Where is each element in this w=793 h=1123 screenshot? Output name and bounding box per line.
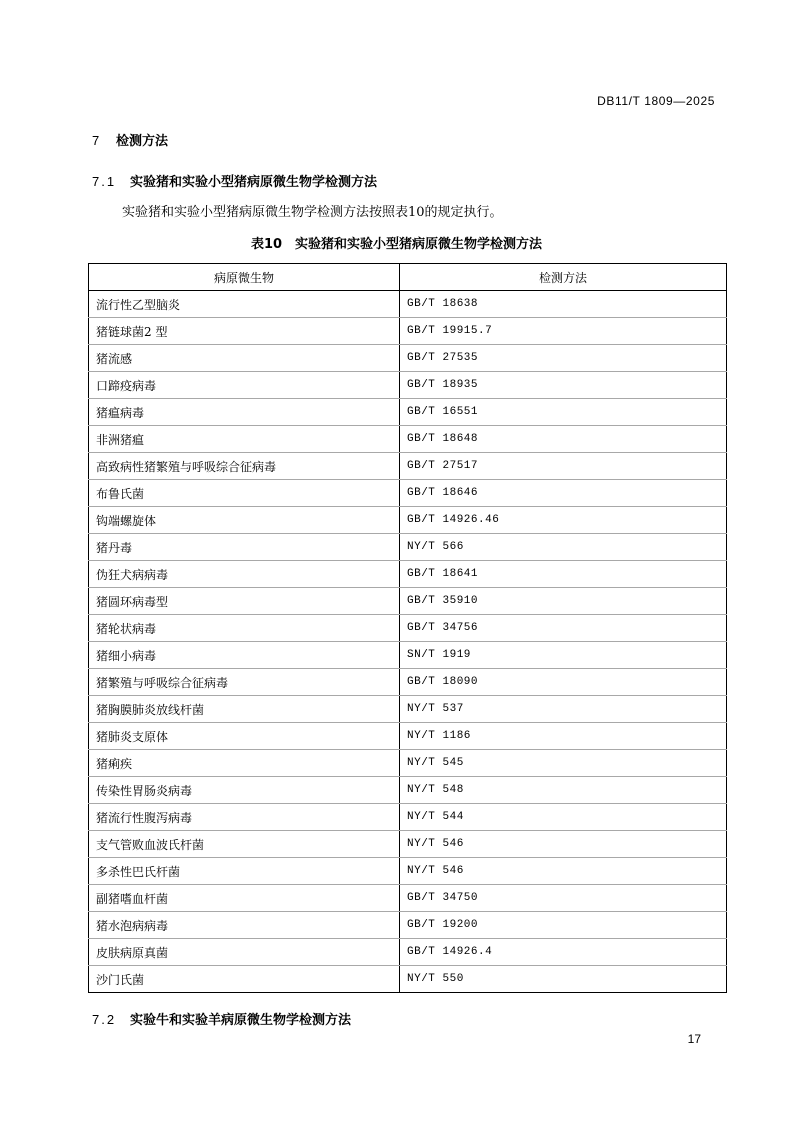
pathogen-cell: 支气管败血波氏杆菌 bbox=[89, 831, 400, 858]
pathogen-cell: 钩端螺旋体 bbox=[89, 507, 400, 534]
method-cell: NY/T 544 bbox=[400, 804, 727, 831]
pathogen-cell: 猪流行性腹泻病毒 bbox=[89, 804, 400, 831]
method-cell: GB/T 18090 bbox=[400, 669, 727, 696]
section-title: 实验猪和实验小型猪病原微生物学检测方法 bbox=[130, 175, 378, 190]
table-row bbox=[89, 831, 727, 858]
table-row bbox=[89, 426, 727, 453]
section-title: 检测方法 bbox=[116, 134, 169, 149]
pathogen-cell: 猪胸膜肺炎放线杆菌 bbox=[89, 696, 400, 723]
section-number: 7.2 bbox=[92, 1012, 117, 1027]
method-cell: GB/T 18638 bbox=[400, 291, 727, 318]
method-cell: NY/T 550 bbox=[400, 966, 727, 993]
section-number: 7.1 bbox=[92, 174, 117, 189]
section-7-2-heading bbox=[92, 1009, 351, 1028]
table-row bbox=[89, 480, 727, 507]
section-title: 实验牛和实验羊病原微生物学检测方法 bbox=[130, 1013, 352, 1028]
table-row bbox=[89, 372, 727, 399]
method-cell: GB/T 27535 bbox=[400, 345, 727, 372]
pathogen-cell: 猪细小病毒 bbox=[89, 642, 400, 669]
table-row bbox=[89, 345, 727, 372]
pathogen-cell: 沙门氏菌 bbox=[89, 966, 400, 993]
method-cell: GB/T 19200 bbox=[400, 912, 727, 939]
table-row bbox=[89, 939, 727, 966]
method-cell: GB/T 34756 bbox=[400, 615, 727, 642]
section-number: 7 bbox=[92, 133, 100, 148]
pathogen-cell: 猪肺炎支原体 bbox=[89, 723, 400, 750]
pathogen-cell: 高致病性猪繁殖与呼吸综合征病毒 bbox=[89, 453, 400, 480]
pathogen-cell: 猪丹毒 bbox=[89, 534, 400, 561]
pathogen-method-table bbox=[88, 263, 727, 993]
pathogen-cell: 口蹄疫病毒 bbox=[89, 372, 400, 399]
pathogen-cell: 猪瘟病毒 bbox=[89, 399, 400, 426]
pathogen-cell: 流行性乙型脑炎 bbox=[89, 291, 400, 318]
header-method: 检测方法 bbox=[400, 264, 727, 291]
table-row bbox=[89, 507, 727, 534]
method-cell: GB/T 19915.7 bbox=[400, 318, 727, 345]
table-row bbox=[89, 858, 727, 885]
standard-code: DB11/T 1809—2025 bbox=[597, 94, 715, 108]
method-cell: NY/T 537 bbox=[400, 696, 727, 723]
table-row bbox=[89, 534, 727, 561]
table-row bbox=[89, 750, 727, 777]
section-7-heading bbox=[92, 130, 168, 149]
pathogen-cell: 伪狂犬病病毒 bbox=[89, 561, 400, 588]
table-header-row bbox=[89, 264, 727, 291]
method-cell: GB/T 35910 bbox=[400, 588, 727, 615]
pathogen-cell: 传染性胃肠炎病毒 bbox=[89, 777, 400, 804]
table-body bbox=[89, 291, 727, 993]
table-row bbox=[89, 669, 727, 696]
pathogen-cell: 猪繁殖与呼吸综合征病毒 bbox=[89, 669, 400, 696]
method-cell: NY/T 548 bbox=[400, 777, 727, 804]
pathogen-cell: 猪流感 bbox=[89, 345, 400, 372]
pathogen-cell: 副猪嗜血杆菌 bbox=[89, 885, 400, 912]
method-cell: NY/T 546 bbox=[400, 858, 727, 885]
method-cell: NY/T 545 bbox=[400, 750, 727, 777]
pathogen-cell: 多杀性巴氏杆菌 bbox=[89, 858, 400, 885]
table-row bbox=[89, 723, 727, 750]
method-cell: GB/T 14926.46 bbox=[400, 507, 727, 534]
method-cell: GB/T 18646 bbox=[400, 480, 727, 507]
pathogen-cell: 猪圆环病毒型 bbox=[89, 588, 400, 615]
table-row bbox=[89, 912, 727, 939]
section-7-1-heading bbox=[92, 171, 377, 190]
method-cell: GB/T 16551 bbox=[400, 399, 727, 426]
method-cell: GB/T 14926.4 bbox=[400, 939, 727, 966]
method-cell: NY/T 546 bbox=[400, 831, 727, 858]
method-cell: GB/T 27517 bbox=[400, 453, 727, 480]
pathogen-cell: 猪水泡病病毒 bbox=[89, 912, 400, 939]
method-cell: NY/T 566 bbox=[400, 534, 727, 561]
pathogen-cell: 猪链球菌2 型 bbox=[89, 318, 400, 345]
method-cell: GB/T 18935 bbox=[400, 372, 727, 399]
table-row bbox=[89, 291, 727, 318]
table-row bbox=[89, 318, 727, 345]
method-cell: GB/T 18641 bbox=[400, 561, 727, 588]
page-number: 17 bbox=[687, 1032, 701, 1046]
pathogen-cell: 猪痢疾 bbox=[89, 750, 400, 777]
method-cell: GB/T 34750 bbox=[400, 885, 727, 912]
table-row bbox=[89, 453, 727, 480]
pathogen-cell: 皮肤病原真菌 bbox=[89, 939, 400, 966]
table-row bbox=[89, 399, 727, 426]
table-row bbox=[89, 561, 727, 588]
method-cell: SN/T 1919 bbox=[400, 642, 727, 669]
section-7-1-paragraph: 实验猪和实验小型猪病原微生物学检测方法按照表10的规定执行。 bbox=[122, 205, 503, 220]
pathogen-cell: 布鲁氏菌 bbox=[89, 480, 400, 507]
method-cell: NY/T 1186 bbox=[400, 723, 727, 750]
table-row bbox=[89, 588, 727, 615]
header-pathogen: 病原微生物 bbox=[89, 264, 400, 291]
table-row bbox=[89, 804, 727, 831]
table-row bbox=[89, 885, 727, 912]
method-cell: GB/T 18648 bbox=[400, 426, 727, 453]
table-row bbox=[89, 642, 727, 669]
table-row bbox=[89, 615, 727, 642]
table-caption: 表10 实验猪和实验小型猪病原微生物学检测方法 bbox=[250, 237, 543, 252]
pathogen-cell: 非洲猪瘟 bbox=[89, 426, 400, 453]
table-row bbox=[89, 696, 727, 723]
pathogen-cell: 猪轮状病毒 bbox=[89, 615, 400, 642]
table-row bbox=[89, 777, 727, 804]
table-row bbox=[89, 966, 727, 993]
